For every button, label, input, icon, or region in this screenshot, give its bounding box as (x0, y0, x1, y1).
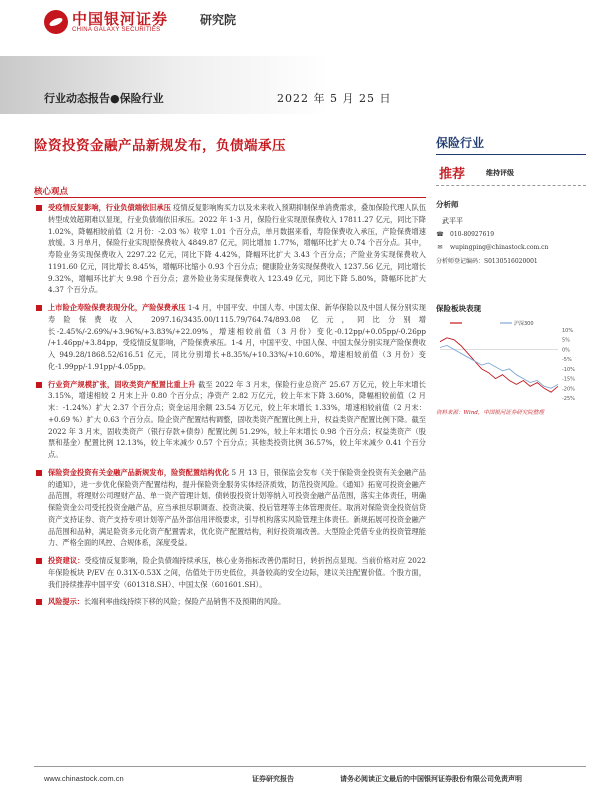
bullet-square-icon (36, 205, 42, 211)
paragraph-text: 5 月 13 日，银保监会发布《关于保险资金投资有关金融产品的通知》，进一步优化保险资产配置结构，提升保险资金服务实体经济质效，防范投资风险。《通知》拓宽可投资金融产品范围，将理财公司理财产品、单一资产管理计划、债转股投资计划等纳入可投资金融产品范围，落实主体责任，明确保险资金公司受托投资金融产品，应当承担尽职调查、投资决策、投后管理等主体管理责任。取消对保险资金投资信贷资产支持证券、资产支持专项计划等产品外部信用评级要求，引导机构落实风险管理主体责任。新规拓展可投资金融产品范围和品种，满足险资多元化资产配置需求，优化资产配置结构，利好投资端改善。大型险企凭借专业的投资管理能力、严格全面的风控、合规体系，深度受益。 (48, 467, 426, 548)
series-line-0 (440, 338, 558, 392)
y-tick-label: -10% (562, 366, 575, 373)
footer-divider (34, 766, 586, 767)
analyst-email (436, 243, 586, 252)
logo-english: CHINA GALAXY SECURITIES (72, 27, 161, 33)
analyst-phone (436, 230, 586, 239)
paragraph-text: 长端利率曲线持续下移的风险；保险产品销售不及预期的风险。 (83, 597, 286, 607)
analyst-label: 分析师 (436, 200, 459, 209)
report-date: 2022 年 5 月 25 日 (277, 92, 392, 105)
y-tick-label: 5% (562, 337, 570, 344)
paragraph-lead: 受疫情反复影响，行业负债端依旧承压 (48, 203, 171, 212)
bullet-square-icon (36, 382, 42, 388)
chart-label: 保险板块表现 (436, 304, 481, 313)
report-type: 行业动态报告●保险行业 (44, 92, 164, 105)
paragraph-lead: 行业资产规模扩张，固收类资产配置比重上升 (48, 379, 196, 389)
paragraph-text: 受疫情反复影响，险企负债端持续承压，核心业务指标改善仍需时日，转折拐点显现。当前价格对应 2022 年保险板块 P/EV 在 0.31X-0.53X 之间，估值处于历史低位，具备较高的安全边际，建议关注配置价值。个股方面，我们持续推荐中国平安（601318.SH）、中国太保（601601.SH）。 (48, 556, 426, 589)
paragraph-text: 1-4 月，中国平安、中国人寿、中国太保、新华保险以及中国人保分别实现寿险保费收入 2097.16/3435.00/1115.79/764.74/893.08 亿元，同比分别增长-2.45%/-2.69%/+3.96%/+3.83%/+22.09%，增速相较前值（3 月份）变化-0.12pp/+0.05pp/-0.26pp /+1.46pp/+3.84pp，受疫情反复影响，产险保费承压。1-4 月，中国平安、中国人保、中国太保分别实现产险保费收入 949.28/1868.52/616.51 亿元，同比分别增长+8.35%/+10.33%/+10.60%，增速相较前值（3 月份）变化-1.99pp/-1.91pp/-4.05pp。 (48, 303, 426, 371)
sector-performance-chart (436, 318, 586, 402)
core-views-body (34, 202, 426, 614)
y-tick-label: 0% (562, 347, 570, 354)
sidebar (436, 134, 586, 416)
section-divider (34, 197, 426, 198)
analyst-registration: 分析师登记编码：S0130516020001 (436, 258, 538, 265)
phone-icon: ☎ (436, 231, 444, 238)
bullet-square-icon (36, 599, 42, 605)
logo-name: 中国银河证券 (72, 10, 169, 28)
paragraph-listed-insurers (34, 302, 426, 373)
paragraph-text: 疫情反复影响购买力以及未来收入预期抑制保单消费需求，叠加保险代理人队伍转型成效超期难以显现，行业负债端依旧承压。2022 年 1-3 月，保险行业实现原保费收入 17811.27 亿元，同比下降 1.02%，降幅相较前值（2 月份：-2.03 %）收窄 1.01 个百分点，单月数据来看，寿险保费收入承压，产险保费增速放缓。3 月单月，保险行业实现原保费收入 4849.87 亿元，同比增加 1.77%，增幅环比扩大 0.74 个百分点。其中，寿险业务实现保费收入 2297.22 亿元，同比下降 4.42%，降幅环比扩大 3.43 个百分点；产险业务实现保费收入 1191.60 亿元，同比增长 8.45%，增幅环比缩小 0.93 个百分点；健康险业务实现保费收入 1237.56 亿元，同比增长 9.32%，增幅环比扩大 9.98 个百分点；意外险业务实现保费收入 123.49 亿元，同比下降 5.80%，降幅环比扩大 4.37 个百分点。 (48, 203, 426, 295)
paragraph-lead: 上市险企寿险保费表现分化，产险保费承压 (48, 303, 186, 312)
series-line-1 (440, 346, 558, 389)
rating-value: 推荐 (439, 167, 466, 182)
y-tick-label: -20% (562, 386, 575, 393)
analyst-name: 武平平 (442, 217, 463, 225)
legend-label-1: 沪深300 (514, 321, 534, 327)
paragraph-investment-advice (34, 555, 426, 590)
y-tick-label: 10% (562, 328, 574, 334)
chart-source: 资料来源：Wind，中国银河证券研究院整理 (436, 410, 544, 416)
y-tick-label: -5% (562, 357, 572, 364)
rating-note: 维持评级 (486, 168, 514, 177)
institute-name: 研究院 (200, 13, 237, 27)
footer-doc-type: 证券研究报告 (252, 774, 294, 783)
industry-name: 保险行业 (436, 136, 485, 150)
rating-block (436, 163, 586, 181)
bullet-square-icon (36, 305, 42, 311)
paragraph-new-regulation (34, 467, 426, 549)
sector-performance-svg (436, 318, 586, 402)
footer-disclaimer: 请务必阅读正文最后的中国银河证券股份有限公司免责声明 (340, 774, 522, 783)
footer-website-link[interactable]: www.chinastock.com.cn (44, 774, 124, 783)
phone-number: 010-80927619 (450, 231, 495, 238)
bullet-square-icon (36, 470, 42, 476)
galaxy-logo-icon (44, 10, 68, 34)
email-icon: ✉ (437, 244, 443, 251)
report-title: 险资投资金融产品新规发布，负债端承压 (34, 138, 286, 154)
rating-divider (436, 185, 586, 186)
y-tick-label: -15% (562, 376, 575, 383)
paragraph-lead: 投资建议： (48, 556, 85, 565)
sidebar-divider (436, 154, 586, 155)
report-header (0, 0, 600, 40)
paragraph-text: 截至 2022 年 3 月末，保险行业总资产 25.67 万亿元，较上年末增长 3.15%，增速相较 2 月末上升 0.80 个百分点；净资产 2.82 万亿元，较上年末下降 3.60%，降幅相较前值（2 月末：-1.24%）扩大 2.37 个百分点；资金运用余额 23.54 万亿元，较上年末增长 1.33%，增速相较前值（2 月末：+0.69 %）扩大 0.63 个百分点。险企资产配置结构调整，固收类资产配置比例上升，权益类资产配置比例下降。截至 2022 年 3 月末，固收类资产（银行存款+债券）配置比例 51.29%，较上年末增长 0.98 个百分点；权益类资产（股票和基金）配置比例 12.13%，较上年末减少 0.57 个百分点；其他类投资比例 36.57%，较上年末减少 0.41 个百分点。 (48, 379, 426, 459)
paragraph-risk-warning (34, 596, 426, 608)
email-address[interactable]: wupingping@chinastock.com.cn (450, 244, 549, 251)
paragraph-asset-scale (34, 379, 426, 461)
paragraph-lead: 风险提示： (48, 597, 84, 607)
section-label-core-views: 核心观点 (34, 187, 69, 197)
paragraph-lead: 保险资金投资有关金融产品新规发布，险资配置结构优化 (48, 467, 230, 477)
paragraph-premium-pressure (34, 202, 426, 296)
bullet-square-icon (36, 558, 42, 564)
y-tick-label: -25% (562, 396, 575, 402)
